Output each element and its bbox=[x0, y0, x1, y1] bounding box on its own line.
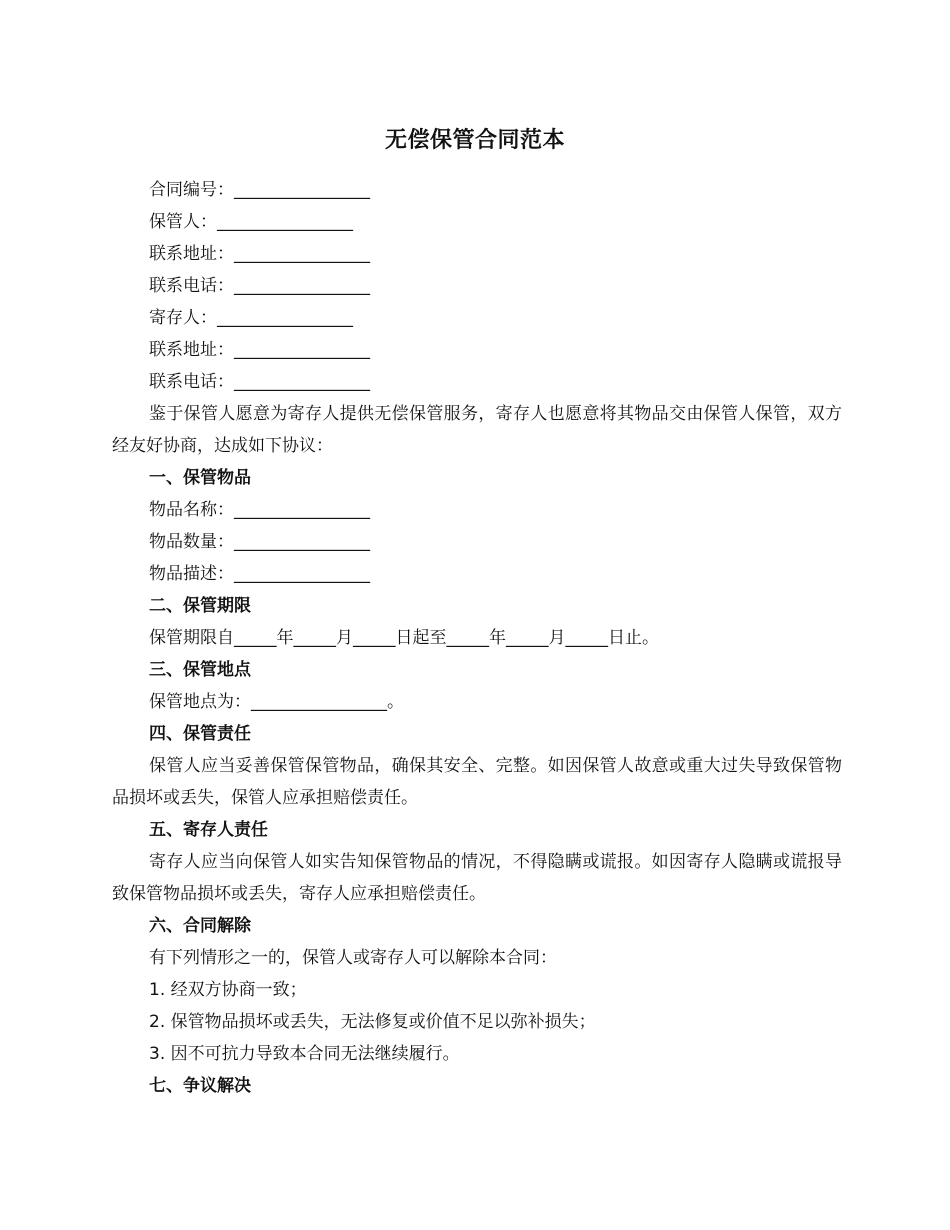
field-depositor-address: 联系地址：________________ bbox=[149, 340, 370, 360]
section-5-heading: 五、寄存人责任 bbox=[149, 820, 268, 840]
document-title: 无偿保管合同范本 bbox=[384, 128, 565, 153]
section-2-text: 保管期限自_____年_____月_____日起至_____年_____月_____日止。 bbox=[149, 628, 659, 648]
section-6-item-2: 2. 保管物品损坏或丢失，无法修复或价值不足以弥补损失； bbox=[149, 1012, 596, 1032]
section-4-text: 保管人应当妥善保管保管物品，确保其安全、完整。如因保管人故意或重大过失导致保管物品损坏或丢失，保管人应承担赔偿责任。 bbox=[112, 756, 842, 808]
section-4-heading: 四、保管责任 bbox=[149, 724, 251, 744]
field-keeper: 保管人：________________ bbox=[149, 212, 353, 232]
field-keeper-phone: 联系电话：________________ bbox=[149, 276, 370, 296]
field-item-quantity: 物品数量：________________ bbox=[149, 532, 370, 552]
field-depositor: 寄存人：________________ bbox=[149, 308, 353, 328]
field-item-name: 物品名称：________________ bbox=[149, 500, 370, 520]
section-2-heading: 二、保管期限 bbox=[149, 596, 251, 616]
field-item-description: 物品描述：________________ bbox=[149, 564, 370, 584]
section-3-text: 保管地点为：________________。 bbox=[149, 692, 404, 712]
section-6-item-1: 1. 经双方协商一致； bbox=[149, 980, 307, 1000]
section-7-heading: 七、争议解决 bbox=[149, 1076, 251, 1096]
section-6-intro: 有下列情形之一的，保管人或寄存人可以解除本合同： bbox=[149, 948, 557, 968]
section-6-item-3: 3. 因不可抗力导致本合同无法继续履行。 bbox=[149, 1044, 460, 1064]
document-body bbox=[112, 174, 842, 1102]
section-5-text: 寄存人应当向保管人如实告知保管物品的情况，不得隐瞒或谎报。如因寄存人隐瞒或谎报导致保管物品损坏或丢失，寄存人应承担赔偿责任。 bbox=[112, 852, 842, 904]
field-depositor-phone: 联系电话：________________ bbox=[149, 372, 370, 392]
section-6-heading: 六、合同解除 bbox=[149, 916, 251, 936]
section-3-heading: 三、保管地点 bbox=[149, 660, 251, 680]
field-keeper-address: 联系地址：________________ bbox=[149, 244, 370, 264]
section-1-heading: 一、保管物品 bbox=[149, 468, 251, 488]
preamble-paragraph: 鉴于保管人愿意为寄存人提供无偿保管服务，寄存人也愿意将其物品交由保管人保管，双方经友好协商，达成如下协议： bbox=[112, 404, 842, 456]
field-contract-no: 合同编号：________________ bbox=[149, 180, 370, 200]
